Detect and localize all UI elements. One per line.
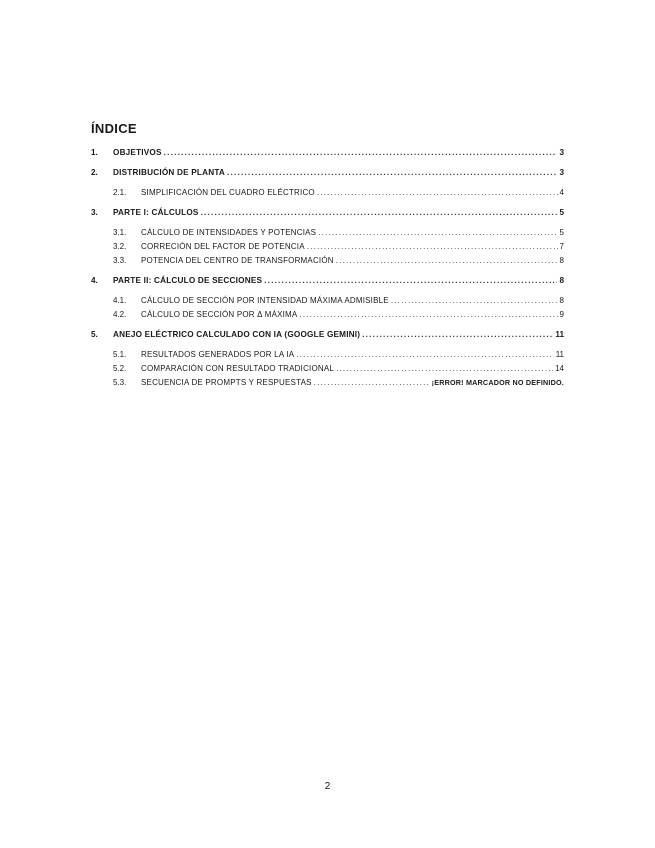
toc-dot-leader (299, 308, 557, 322)
toc-entry-title: PARTE I: CÁLCULOS (113, 208, 199, 217)
toc-entry-parte-2-secciones[interactable] (91, 274, 564, 288)
toc-entry-title: COMPARACIÓN CON RESULTADO TRADICIONAL (141, 364, 335, 373)
toc-entry-page-error: ¡ERROR! MARCADOR NO DEFINIDO. (431, 378, 564, 387)
toc-dot-leader (336, 254, 558, 268)
toc-entry-objetivos[interactable] (91, 146, 564, 160)
toc-entry-page: 8 (559, 256, 564, 265)
toc-entry-title: RESULTADOS GENERADOS POR LA IA (141, 350, 295, 359)
toc-entry-title: CÁLCULO DE SECCIÓN POR INTENSIDAD MÁXIMA ADMISIBLE (141, 296, 389, 305)
toc-entry-seccion-delta-maxima[interactable] (91, 308, 564, 322)
toc-entry-page: 11 (555, 350, 564, 359)
toc-entry-number: 5.3. (113, 378, 127, 387)
toc-entry-anejo-electrico-ia[interactable] (91, 328, 564, 342)
toc-dot-leader (391, 294, 558, 308)
toc-entry-number: 5. (91, 330, 98, 339)
page-number: 2 (324, 781, 331, 792)
toc-dot-leader (314, 376, 430, 390)
toc-entry-page: 7 (559, 242, 564, 251)
toc-entry-number: 3. (91, 208, 98, 217)
toc-entry-number: 4.2. (113, 310, 127, 319)
toc-entry-number: 4.1. (113, 296, 127, 305)
toc-entry-number: 1. (91, 148, 98, 157)
toc-dot-leader (164, 146, 558, 160)
toc-entry-potencia-centro-transformacion[interactable] (91, 254, 564, 268)
toc-entry-title: DISTRIBUCIÓN DE PLANTA (113, 168, 226, 177)
toc-entry-number: 2.1. (113, 188, 127, 197)
toc-entry-number: 3.3. (113, 256, 127, 265)
toc-entry-simplificacion-cuadro[interactable] (91, 186, 564, 200)
toc-entry-secuencia-prompts[interactable] (91, 376, 564, 390)
toc-entry-title: CÁLCULO DE SECCIÓN POR Δ MÁXIMA (141, 310, 298, 319)
toc-entry-page: 9 (559, 310, 564, 319)
toc-dot-leader (318, 226, 557, 240)
toc-heading: ÍNDICE (91, 121, 137, 136)
toc-entry-number: 3.2. (113, 242, 127, 251)
toc-entry-page: 3 (559, 148, 564, 157)
toc-entry-distribucion-planta[interactable] (91, 166, 564, 180)
toc-entry-title: POTENCIA DEL CENTRO DE TRANSFORMACIÓN (141, 256, 334, 265)
toc-entry-calculo-intensidades[interactable] (91, 226, 564, 240)
toc-entry-number: 5.1. (113, 350, 127, 359)
toc-entry-page: 8 (559, 296, 564, 305)
toc-entry-page: 5 (559, 208, 564, 217)
toc-entry-page: 11 (555, 330, 564, 339)
table-of-contents (91, 146, 564, 390)
toc-entry-page: 8 (559, 276, 564, 285)
toc-dot-leader (307, 240, 558, 254)
toc-entry-seccion-intensidad-maxima[interactable] (91, 294, 564, 308)
toc-dot-leader (336, 362, 553, 376)
toc-dot-leader (227, 166, 557, 180)
toc-dot-leader (362, 328, 553, 342)
toc-entry-number: 4. (91, 276, 98, 285)
toc-entry-page: 4 (559, 188, 564, 197)
toc-entry-title: CORRECIÓN DEL FACTOR DE POTENCIA (141, 242, 305, 251)
toc-entry-number: 5.2. (113, 364, 127, 373)
toc-dot-leader (296, 348, 553, 362)
toc-entry-number: 3.1. (113, 228, 127, 237)
toc-entry-comparacion-tradicional[interactable] (91, 362, 564, 376)
toc-entry-page: 5 (559, 228, 564, 237)
toc-dot-leader (201, 206, 558, 220)
toc-entry-correccion-factor-potencia[interactable] (91, 240, 564, 254)
toc-dot-leader (317, 186, 558, 200)
toc-entry-page: 3 (559, 168, 564, 177)
toc-entry-title: OBJETIVOS (113, 148, 162, 157)
toc-entry-page: 14 (555, 364, 564, 373)
toc-dot-leader (264, 274, 557, 288)
toc-entry-resultados-ia[interactable] (91, 348, 564, 362)
toc-entry-title: SECUENCIA DE PROMPTS Y RESPUESTAS (141, 378, 312, 387)
toc-entry-number: 2. (91, 168, 98, 177)
toc-entry-parte-1-calculos[interactable] (91, 206, 564, 220)
toc-entry-title: ANEJO ELÉCTRICO CALCULADO CON IA (GOOGLE GEMINI) (113, 330, 361, 339)
toc-entry-title: PARTE II: CÁLCULO DE SECCIONES (113, 276, 263, 285)
toc-entry-title: CÁLCULO DE INTENSIDADES Y POTENCIAS (141, 228, 317, 237)
toc-entry-title: SIMPLIFICACIÓN DEL CUADRO ELÉCTRICO (141, 188, 315, 197)
